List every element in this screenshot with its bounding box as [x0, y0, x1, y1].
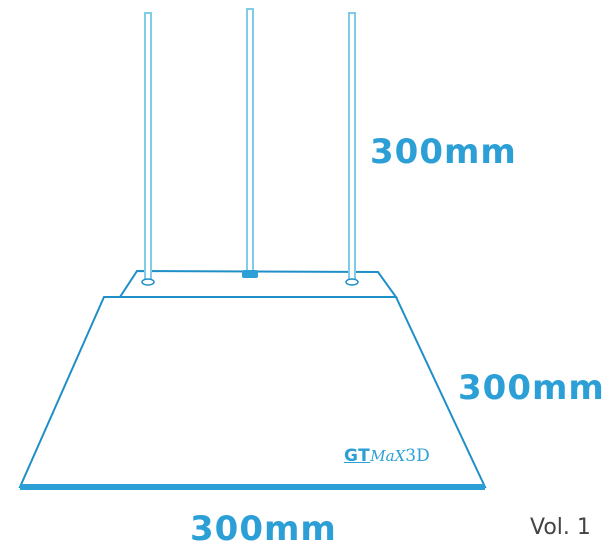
- gtmax3d-logo: [344, 448, 430, 465]
- logo-gt: GT: [344, 446, 371, 466]
- logo-max: MaX: [370, 447, 406, 465]
- logo-3d: 3D: [405, 446, 430, 466]
- depth-dimension-label: 300mm: [458, 368, 605, 408]
- right-rod-base: [346, 279, 358, 285]
- volume-label: Vol. 1: [530, 515, 591, 540]
- height-dimension-label: 300mm: [370, 132, 517, 172]
- left-rod: [145, 13, 151, 283]
- bed-front-edge: [20, 484, 485, 490]
- center-rod-base: [242, 270, 258, 278]
- left-rod-base: [142, 279, 154, 285]
- center-rod: [247, 9, 253, 271]
- right-rod: [349, 13, 355, 283]
- width-dimension-label: 300mm: [190, 509, 337, 549]
